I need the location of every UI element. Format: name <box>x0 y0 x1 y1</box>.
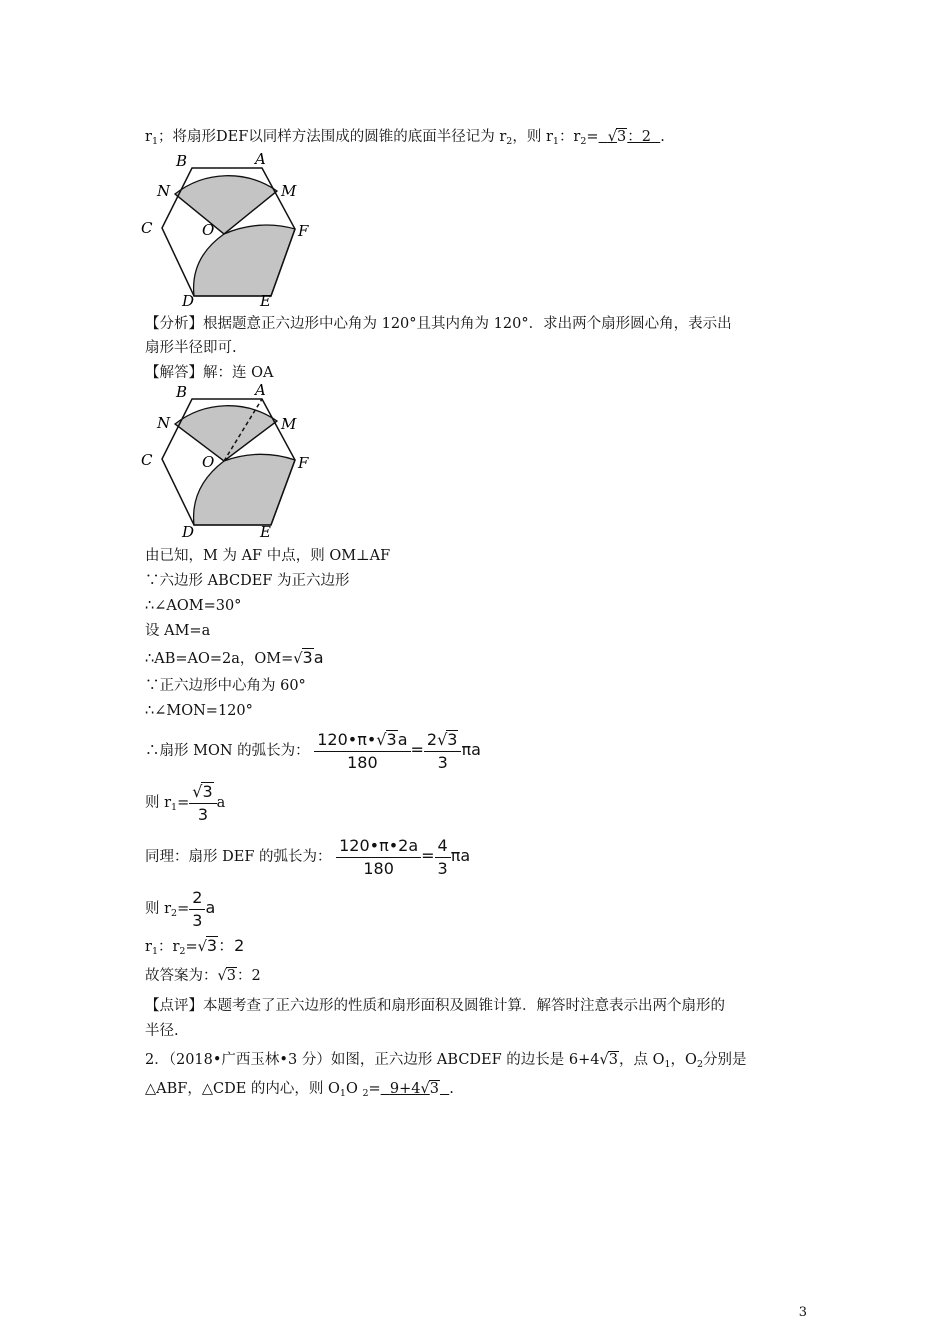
step-2: ∵六边形 ABCDEF 为正六边形 <box>145 573 350 589</box>
analysis-line: 【分析】根据题意正六边形中心角为 120°且其内角为 120°．求出两个扇形圆心角，表示出 <box>145 316 732 332</box>
comment-line: 【点评】本题考查了正六边形的性质和扇形面积及圆锥计算．解答时注意表示出两个扇形的 <box>145 998 725 1014</box>
svg-text:B: B <box>176 384 188 401</box>
svg-text:M: M <box>281 415 297 433</box>
step-1: 由已知，M 为 AF 中点，则 OM⊥AF <box>145 548 391 564</box>
svg-text:N: N <box>157 414 171 432</box>
label-b: B <box>176 152 188 170</box>
svg-text:O: O <box>202 453 215 471</box>
step-4: 设 AM=a <box>145 623 211 639</box>
label-m: M <box>281 182 297 200</box>
label-e: E <box>260 292 271 308</box>
step-r1: 则 $r_1=$ $\frac{√3}{3}$ a <box>145 781 226 824</box>
question-2-line-2: △ABF，△CDE 的内心，则 $O_1O$ $_2$= 9+4√3 . <box>145 1081 454 1099</box>
answer-blank: √3：2 <box>607 129 652 145</box>
hexagon-figure-1 <box>138 148 318 308</box>
line-ratio-question: $r_1$；将扇形DEF以同样方法围成的圆锥的底面半径记为 $r_2$，则 $r_1$：$r_2= √3$：2 . <box>145 129 665 147</box>
question-2-line-1: 2．（2018•广西玉林•3 分）如图，正六边形 ABCDEF 的边长是 6+4√3，点 $O_1$，$O_2$分别是 <box>145 1052 747 1070</box>
hexagon-figure-2 <box>138 384 318 544</box>
svg-text:C: C <box>141 451 153 469</box>
step-5: ∴AB=AO=2a，OM=√3a <box>145 648 324 667</box>
label-d: D <box>182 292 195 308</box>
label-n: N <box>157 182 171 200</box>
svg-text:E: E <box>260 523 271 541</box>
page-number: 3 <box>798 1305 807 1320</box>
step-arc-mon: ∴扇形 MON 的弧长为： $\frac{120•\pi•√3a}{180}$ = $\frac{2√3}{3}$ πa <box>145 729 481 772</box>
step-7: ∴∠MON=120° <box>145 703 253 719</box>
step-arc-def: 同理：扇形 DEF 的弧长为： $\frac{120•\pi•2a}{180}$ = $\frac{4}{3}$ πa <box>145 835 471 878</box>
step-6: ∵正六边形中心角为 60° <box>145 678 306 694</box>
svg-text:A: A <box>255 384 266 399</box>
label-a: A <box>255 150 266 168</box>
analysis-line-2: 扇形半径即可. <box>145 340 237 356</box>
final-answer: 故答案为：√3：2 <box>145 968 261 984</box>
svg-text:D: D <box>182 523 195 541</box>
label-o: O <box>202 221 215 239</box>
svg-text:F: F <box>298 454 309 472</box>
step-ratio: $r_1$：$r_2=√3$：2 <box>145 936 245 957</box>
comment-line-2: 半径. <box>145 1023 179 1039</box>
label-f: F <box>298 222 309 240</box>
step-3: ∴∠AOM=30° <box>145 598 242 614</box>
answer-blank-2: 9+4√3 <box>389 1081 439 1097</box>
label-c: C <box>141 219 153 237</box>
step-r2: 则 $r_2=$ $\frac{2}{3}$ a <box>145 887 216 930</box>
solution-heading: 【解答】解：连 OA <box>145 365 274 381</box>
